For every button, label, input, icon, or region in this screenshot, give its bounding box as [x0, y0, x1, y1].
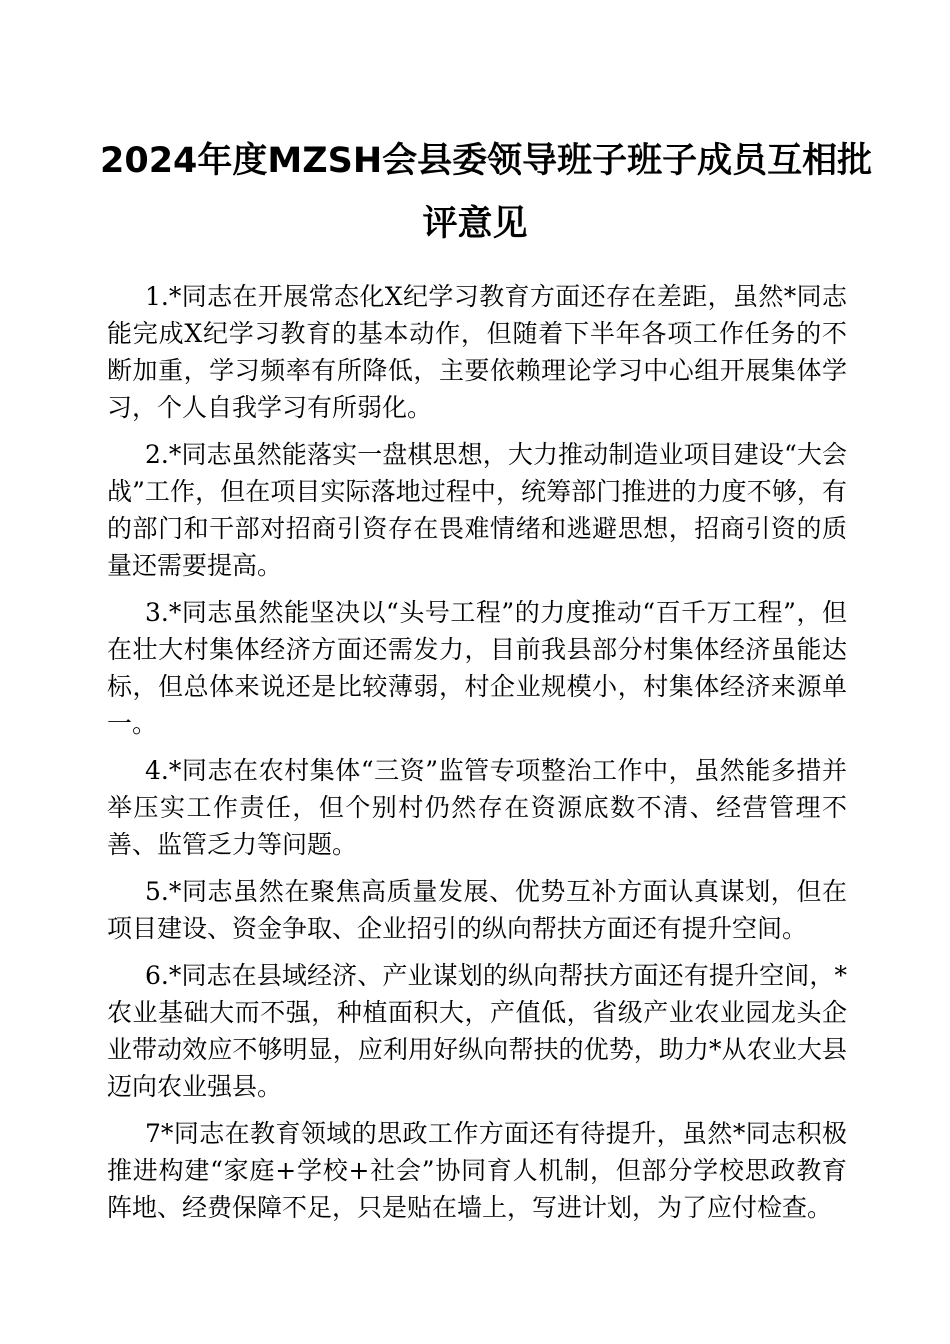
paragraph-6: 6.*同志在县域经济、产业谋划的纵向帮扶方面还有提升空间，*农业基础大而不强，种植面积大，产值低，省级产业农业园龙头企业带动效应不够明显，应利用好纵向帮扶的优势，助力*从农业大县迈向农业强县。: [107, 961, 847, 1101]
document-title-line-1: 2024年度MZSH会县委领导班子班子成员互相批: [100, 141, 873, 181]
paragraph-3: 3.*同志虽然能坚决以“头号工程”的力度推动“百千万工程”，但在壮大村集体经济方面还需发力，目前我县部分村集体经济虽能达标，但总体来说还是比较薄弱，村企业规模小，村集体经济来源单一。: [107, 598, 847, 738]
paragraph-7: 7*同志在教育领域的思政工作方面还有待提升，虽然*同志积极推进构建“家庭+学校+社会”协同育人机制，但部分学校思政教育阵地、经费保障不足，只是贴在墙上，写进计划，为了应付检查。: [107, 1119, 847, 1222]
paragraph-4: 4.*同志在农村集体“三资”监管专项整治工作中，虽然能多措并举压实工作责任，但个别村仍然存在资源底数不清、经营管理不善、监管乏力等问题。: [107, 756, 847, 859]
document-title-line-2: 评意见: [422, 204, 528, 244]
document-body: [107, 278, 847, 1236]
paragraph-1: 1.*同志在开展常态化X纪学习教育方面还存在差距，虽然*同志能完成X纪学习教育的基本动作，但随着下半年各项工作任务的不断加重，学习频率有所降低，主要依赖理论学习中心组开展集体学习，个人自我学习有所弱化。: [107, 282, 847, 422]
paragraph-5: 5.*同志虽然在聚焦高质量发展、优势互补方面认真谋划，但在项目建设、资金争取、企业招引的纵向帮扶方面还有提升空间。: [107, 877, 847, 943]
paragraph-2: 2.*同志虽然能落实一盘棋思想，大力推动制造业项目建设“大会战”工作，但在项目实际落地过程中，统筹部门推进的力度不够，有的部门和干部对招商引资存在畏难情绪和逃避思想，招商引资的质量还需要提高。: [107, 440, 847, 580]
